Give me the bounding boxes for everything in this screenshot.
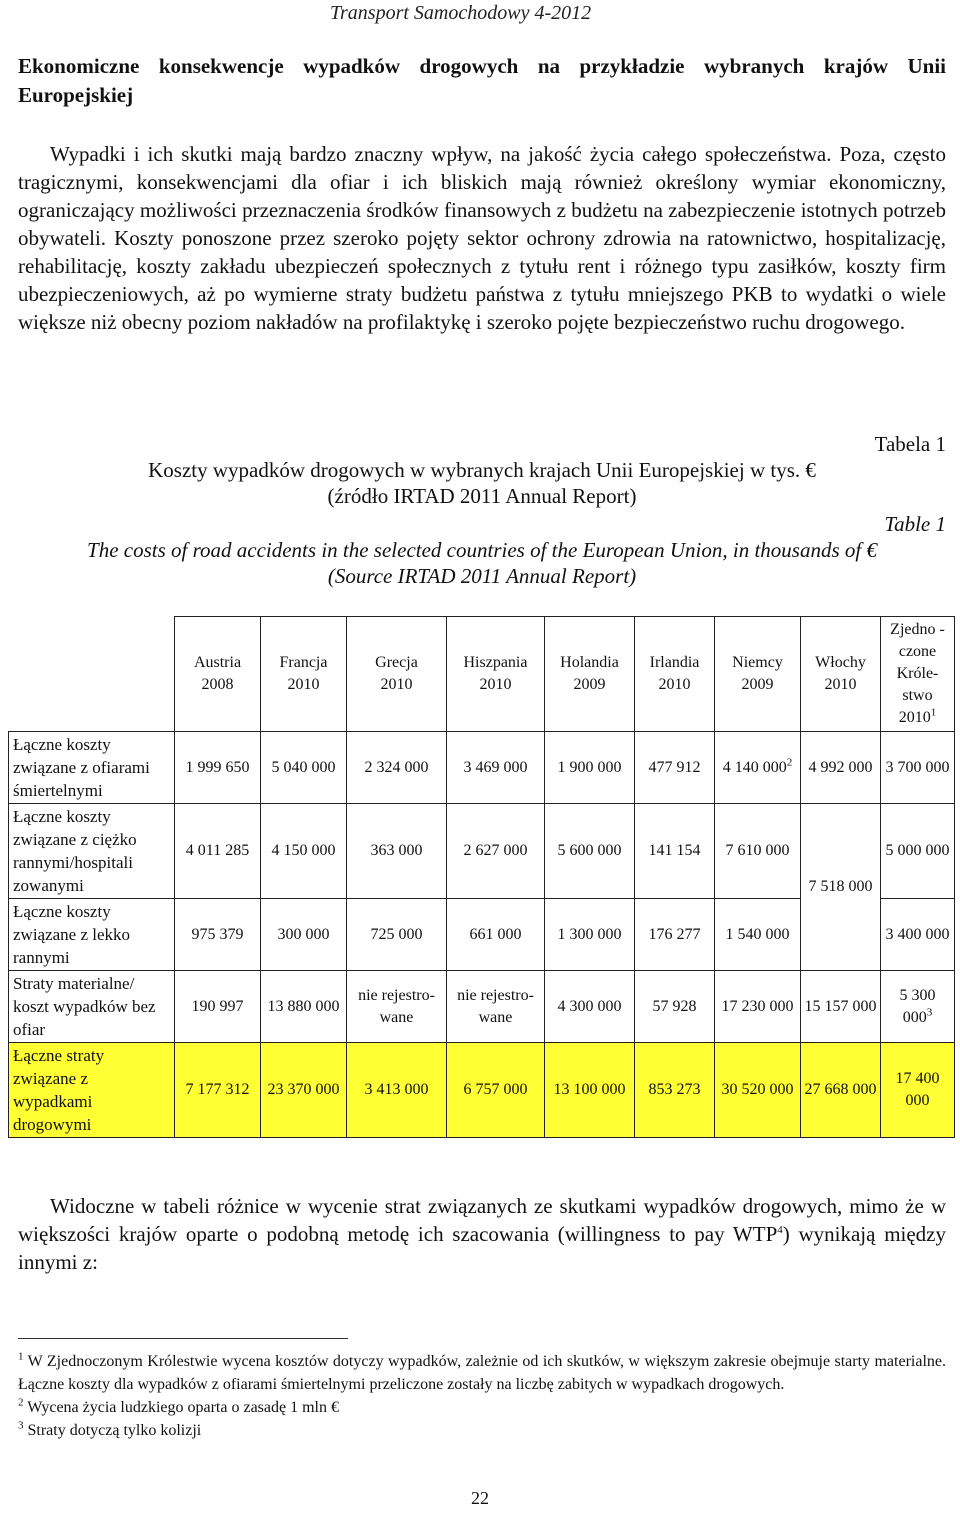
table-cell: 4 992 000 <box>801 732 881 804</box>
table-row-material-damage <box>9 971 955 1043</box>
footnote-2: $^2$ Wycena życia ludzkiego oparta o zasadę 1 mln € <box>18 1396 339 1416</box>
table-cell: 3 413 000 <box>347 1043 447 1138</box>
table-cell: 5 040 000 <box>261 732 347 804</box>
table-cell: nie rejestro- wane <box>447 971 545 1043</box>
row-label: Łączne koszty związane z ciężko rannymi/hospitali zowanymi <box>9 804 175 899</box>
table-cell: 57 928 <box>635 971 715 1043</box>
table-cell: 141 154 <box>635 804 715 899</box>
header-niemcy: Niemcy 2009 <box>715 617 801 732</box>
table-cell: 190 997 <box>175 971 261 1043</box>
row-label: Łączne koszty związane z lekko rannymi <box>9 899 175 971</box>
table-cell: 6 757 000 <box>447 1043 545 1138</box>
table-header-row <box>9 617 955 732</box>
footnote-divider <box>18 1338 348 1339</box>
table-cell: 5 600 000 <box>545 804 635 899</box>
table-row-fatal <box>9 732 955 804</box>
table-cell: 1 300 000 <box>545 899 635 971</box>
paragraph-intro: Wypadki i ich skutki mają bardzo znaczny wpływ, na jakość życia całego społeczeństwa. Poza, często tragicznymi, konsekwencjami dla ofiar i ich bliskich mają również określony wymiar ekonomiczny, ograniczający możliwości przeznaczenia środków finansowych z budżetu na zabezpieczenie istotnych potrzeb obywateli. Koszty ponoszone przez szeroko pojęty sektor ochrony zdrowia na ratownictwo, hospitalizację, rehabilitację, koszty zakładu ubezpieczeń społecznych z tytułu rent i różnego typu zasiłków, koszty firm ubezpieczeniowych, aż po wymierne straty budżetu państwa z tytułu mniejszego PKB to wydatki o wiele większe niż obecny poziom nakładów na profilaktykę i szeroko pojęte bezpieczeństwo ruchu drogowego. <box>18 142 946 334</box>
table-label-en: Table 1 <box>884 512 946 536</box>
table-cell: 15 157 000 <box>801 971 881 1043</box>
table-cell: 176 277 <box>635 899 715 971</box>
page-number: 22 <box>471 1488 489 1508</box>
footnotes <box>18 1350 946 1442</box>
table-label-pl: Tabela 1 <box>874 432 946 456</box>
table-cell: 30 520 000 <box>715 1043 801 1138</box>
table-cell: 4 011 285 <box>175 804 261 899</box>
table-cell: 5 000 000 <box>881 804 955 899</box>
footnote-1: $^1$ W Zjednoczonym Królestwie wycena kosztów dotyczy wypadków, zależnie od ich skutków, w większym zakresie obejmuje starty materialne. Łączne koszty dla wypadków z ofiarami śmiertelnymi przeliczone zostały na liczbę zabitych w wypadkach drogowych. <box>18 1350 946 1393</box>
table-cell: 1 900 000 <box>545 732 635 804</box>
row-label: Łączne koszty związane z ofiarami śmiertelnymi <box>9 732 175 804</box>
table-cell: 975 379 <box>175 899 261 971</box>
header-hiszpania: Hiszpania 2010 <box>447 617 545 732</box>
table-row-total <box>9 1043 955 1138</box>
table-row-seriously-injured <box>9 804 955 899</box>
table-cell: 725 000 <box>347 899 447 971</box>
table-cell: 4 300 000 <box>545 971 635 1043</box>
table-cell: 4 150 000 <box>261 804 347 899</box>
table-cell: 477 912 <box>635 732 715 804</box>
table-cell: 7 177 312 <box>175 1043 261 1138</box>
table-cell: 7 610 000 <box>715 804 801 899</box>
row-label: Straty materialne/ koszt wypadków bez ofiar <box>9 971 175 1043</box>
running-head: Transport Samochodowy 4-2012 <box>330 2 592 24</box>
table-cell: 17 230 000 <box>715 971 801 1043</box>
header-wlochy: Włochy 2010 <box>801 617 881 732</box>
table-cell: 23 370 000 <box>261 1043 347 1138</box>
table-cell: 1 540 000 <box>715 899 801 971</box>
table-cell: 2 324 000 <box>347 732 447 804</box>
header-irlandia: Irlandia 2010 <box>635 617 715 732</box>
table-cell: 5 300 $000^3$ <box>881 971 955 1043</box>
table-cell: 1 999 650 <box>175 732 261 804</box>
table-title-pl: Koszty wypadków drogowych w wybranych krajach Unii Europejskiej w tys. € <box>148 458 816 482</box>
accident-costs-table <box>8 616 955 1138</box>
table-cell: 3 469 000 <box>447 732 545 804</box>
table-cell: 13 880 000 <box>261 971 347 1043</box>
table-cell: 3 700 000 <box>881 732 955 804</box>
table-cell: 27 668 000 <box>801 1043 881 1138</box>
footnote-3: $^3$ Straty dotyczą tylko kolizji <box>18 1419 202 1439</box>
table-cell: 13 100 000 <box>545 1043 635 1138</box>
table-cell: 3 400 000 <box>881 899 955 971</box>
table-title-en: The costs of road accidents in the selected countries of the European Union, in thousands of € <box>87 538 877 562</box>
table-cell: nie rejestro- wane <box>347 971 447 1043</box>
table-source-en: (Source IRTAD 2011 Annual Report) <box>327 564 637 588</box>
row-label: Łączne straty związane z wypadkami drogowymi <box>9 1043 175 1138</box>
table-cell: 2 627 000 <box>447 804 545 899</box>
header-zjednoczone-krolestwo: Zjedno -czone Króle- stwo 2010$^1$ <box>881 617 955 732</box>
table-cell: 853 273 <box>635 1043 715 1138</box>
header-grecja: Grecja 2010 <box>347 617 447 732</box>
table-cell-merged: 7 518 000 <box>801 804 881 971</box>
header-francja: Francja 2010 <box>261 617 347 732</box>
table-cell: 4 140 $000^2$ <box>715 732 801 804</box>
table-cell: 661 000 <box>447 899 545 971</box>
table-source-pl: (źródło IRTAD 2011 Annual Report) <box>327 484 637 508</box>
paragraph-differences: Widoczne w tabeli różnice w wycenie strat związanych ze skutkami wypadków drogowych, mimo że w większości krajów oparte o podobną metodę ich szacowania (willingness to pay WTP$^4$) wynikają między innymi z: <box>18 1194 946 1274</box>
footnote-ref-4: 4 <box>777 1224 783 1236</box>
table-corner-cell <box>9 617 175 732</box>
section-title: Ekonomiczne konsekwencje wypadków drogowych na przykładzie wybranych krajów Unii Europejskiej <box>18 54 946 107</box>
table-cell: 17 400 000 <box>881 1043 955 1138</box>
table-cell: 363 000 <box>347 804 447 899</box>
table-cell: 300 000 <box>261 899 347 971</box>
header-holandia: Holandia 2009 <box>545 617 635 732</box>
header-austria: Austria 2008 <box>175 617 261 732</box>
